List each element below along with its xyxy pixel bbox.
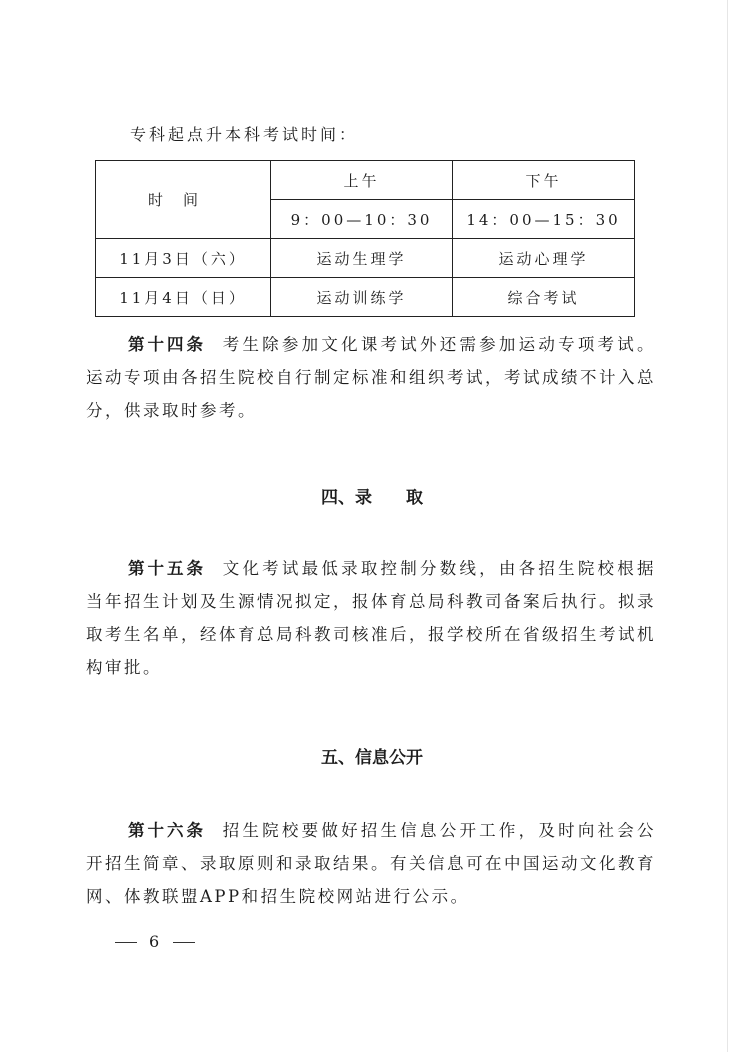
afternoon-subject-cell: 运动心理学 [453, 239, 635, 278]
page-number-dash-left [115, 942, 137, 943]
date-cell: 11月3日（六） [96, 239, 271, 278]
exam-schedule-table [95, 160, 635, 317]
morning-subject-cell: 运动训练学 [271, 278, 453, 317]
article-15 [86, 552, 656, 684]
afternoon-time-cell: 14：00—15：30 [453, 200, 635, 239]
page-edge-line [727, 0, 728, 1052]
table-header-row [96, 161, 635, 200]
article-16-heading: 第十六条 [128, 821, 206, 840]
article-14 [86, 328, 656, 427]
date-cell: 11月4日（日） [96, 278, 271, 317]
article-14-heading: 第十四条 [128, 335, 206, 354]
afternoon-header: 下午 [453, 161, 635, 200]
morning-header: 上午 [271, 161, 453, 200]
section-5-title: 五、信息公开 [321, 748, 423, 768]
article-15-heading: 第十五条 [128, 559, 206, 578]
article-16-text: 招生院校要做好招生信息公开工作，及时向社会公开招生简章、录取原则和录取结果。有关信息可在中国运动文化教育网、体教联盟APP和招生院校网站进行公示。 [86, 821, 656, 906]
page-number: 6 [149, 932, 162, 951]
afternoon-subject-cell: 综合考试 [453, 278, 635, 317]
page-number-footer [115, 931, 195, 953]
article-16 [86, 814, 656, 913]
morning-subject-cell: 运动生理学 [271, 239, 453, 278]
section-4-title: 四、录 取 [321, 488, 423, 508]
table-row [96, 239, 635, 278]
article-15-text: 文化考试最低录取控制分数线，由各招生院校根据当年招生计划及生源情况拟定，报体育总局科教司备案后执行。拟录取考生名单，经体育总局科教司核准后，报学校所在省级招生考试机构审批。 [86, 559, 656, 677]
exam-time-intro: 专科起点升本科考试时间： [130, 125, 359, 144]
time-column-header: 时间 [96, 161, 271, 239]
page-number-dash-right [173, 942, 195, 943]
article-14-text: 考生除参加文化课考试外还需参加运动专项考试。运动专项由各招生院校自行制定标准和组织考试，考试成绩不计入总分，供录取时参考。 [86, 335, 656, 420]
table-row [96, 278, 635, 317]
morning-time-cell: 9：00—10：30 [271, 200, 453, 239]
